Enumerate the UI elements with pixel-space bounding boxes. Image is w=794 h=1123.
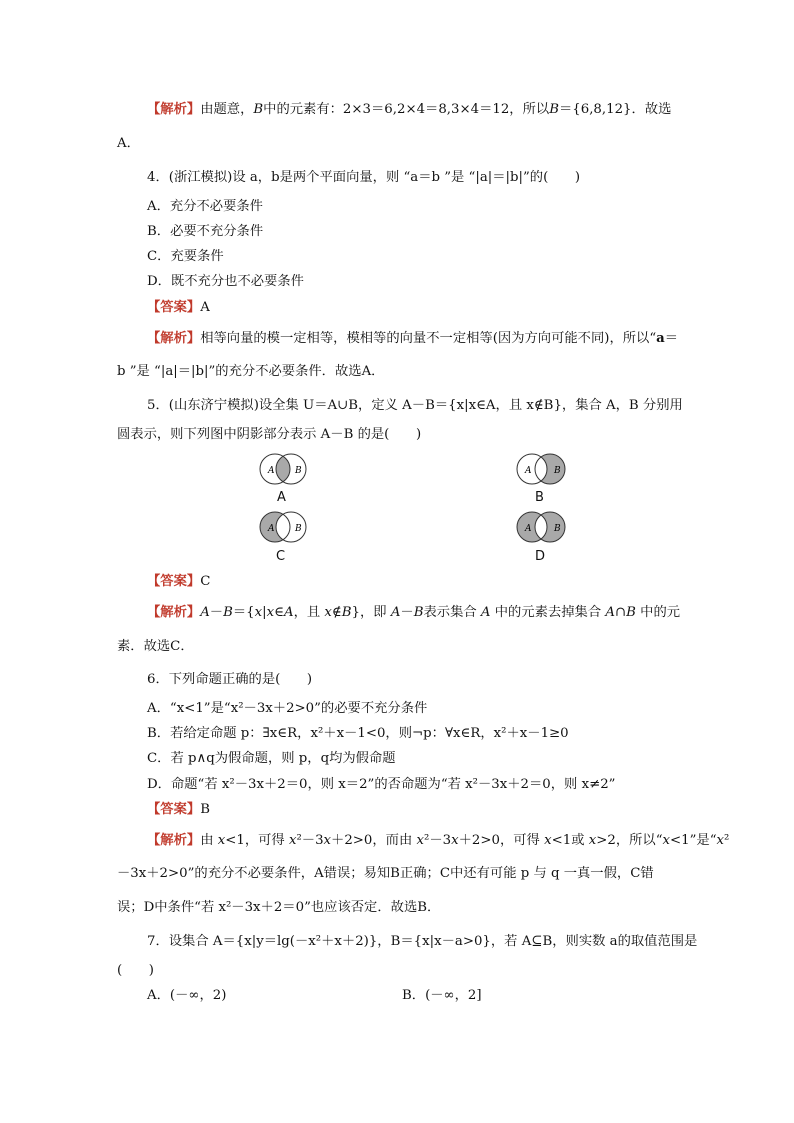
venn-diagram-d bbox=[512, 507, 572, 547]
question-5-stem-line1: 5．(山东济宁模拟)设全集 U＝A∪B，定义 A－B＝{x|x∈A，且 x∉B}，集合 A，B 分别用 bbox=[147, 398, 683, 413]
solution-q3-line2: A． bbox=[117, 136, 140, 151]
q4-answer-value: A bbox=[200, 300, 210, 315]
q7-option-b: B．(－∞，2] bbox=[402, 988, 482, 1003]
svg-text:A: A bbox=[525, 524, 532, 534]
q6-answer bbox=[147, 801, 210, 819]
venn-caption-a: A bbox=[277, 490, 286, 505]
answer-tag: 【答案】 bbox=[147, 802, 201, 817]
solution-q3-line1 bbox=[147, 101, 671, 119]
question-4-stem: 4．(浙江模拟)设 a，b是两个平面向量，则 “a＝b ”是 “|a|＝|b|”的( ) bbox=[147, 170, 581, 185]
venn-diagram-a bbox=[255, 449, 315, 489]
q6-solution-line1 bbox=[147, 832, 729, 850]
q4-option-a: A．充分不必要条件 bbox=[147, 199, 263, 214]
analysis-tag: 【解析】 bbox=[147, 331, 201, 346]
q6-solution-line2: －3x＋2>0”的充分不必要条件，A错误；易知B正确；C中还有可能 p 与 q 一真一假，C错 bbox=[117, 866, 654, 881]
answer-tag: 【答案】 bbox=[147, 574, 201, 589]
q5-solution-line1 bbox=[147, 604, 680, 622]
q4-solution-text: 相等向量的模一定相等，模相等的向量不一定相等(因为方向可能不同)，所以“a＝ bbox=[200, 331, 679, 346]
q7-option-a: A．(－∞，2) bbox=[147, 988, 227, 1003]
svg-text:B: B bbox=[295, 524, 302, 534]
answer-tag: 【答案】 bbox=[147, 300, 201, 315]
venn-caption-b: B bbox=[535, 490, 544, 505]
venn-diagram-c bbox=[255, 507, 315, 547]
venn-diagram-b bbox=[512, 449, 572, 489]
q4-option-d: D．既不充分也不必要条件 bbox=[147, 274, 304, 289]
svg-text:B: B bbox=[295, 466, 302, 476]
q6-option-a: A．“x<1”是“x²－3x＋2>0”的必要不充分条件 bbox=[147, 701, 428, 716]
analysis-tag: 【解析】 bbox=[147, 102, 201, 117]
q4-solution-line1 bbox=[147, 330, 678, 348]
solution-q3-text: 由题意，B中的元素有：2×3＝6,2×4＝8,3×4＝12，所以B＝{6,8,12}．故选 bbox=[200, 102, 672, 117]
svg-text:B: B bbox=[554, 466, 561, 476]
q5-solution-line2: 素．故选C． bbox=[117, 639, 194, 654]
question-5-stem-line2: 圆表示，则下列图中阴影部分表示 A－B 的是( ) bbox=[117, 427, 422, 442]
q6-option-c: C．若 p∧q为假命题，则 p，q均为假命题 bbox=[147, 751, 396, 766]
question-7-stem-line1: 7．设集合 A＝{x|y＝lg(－x²＋x＋2)}，B＝{x|x－a>0}，若 A⊆B，则实数 a的取值范围是 bbox=[147, 934, 698, 949]
q4-solution-line2: b ”是 “|a|＝|b|”的充分不必要条件．故选A． bbox=[117, 364, 385, 379]
q5-answer bbox=[147, 573, 210, 591]
svg-text:B: B bbox=[554, 524, 561, 534]
svg-text:A: A bbox=[268, 524, 275, 534]
q6-solution-text: 由 x<1，可得 x²－3x＋2>0，而由 x²－3x＋2>0，可得 x<1或 x>2，所以“x<1”是“x² bbox=[200, 833, 730, 848]
q6-option-d: D．命题“若 x²－3x＋2＝0，则 x＝2”的否命题为“若 x²－3x＋2＝0，则 x≠2” bbox=[147, 777, 616, 792]
q4-answer bbox=[147, 299, 210, 317]
question-7-stem-line2: ( ) bbox=[117, 963, 154, 978]
q4-option-c: C．充要条件 bbox=[147, 249, 224, 264]
analysis-tag: 【解析】 bbox=[147, 833, 201, 848]
analysis-tag: 【解析】 bbox=[147, 605, 201, 620]
q4-option-b: B．必要不充分条件 bbox=[147, 224, 264, 239]
q6-solution-line3: 误；D中条件“若 x²－3x＋2＝0”也应该否定．故选B． bbox=[117, 900, 441, 915]
q6-answer-value: B bbox=[200, 802, 210, 817]
svg-text:A: A bbox=[525, 466, 532, 476]
question-6-stem: 6．下列命题正确的是( ) bbox=[147, 672, 313, 687]
venn-caption-d: D bbox=[535, 549, 546, 564]
q6-option-b: B．若给定命题 p：∃x∈R，x²＋x－1<0，则¬p：∀x∈R，x²＋x－1≥0 bbox=[147, 726, 569, 741]
q5-answer-value: C bbox=[200, 574, 211, 589]
venn-caption-c: C bbox=[276, 549, 286, 564]
svg-text:A: A bbox=[268, 466, 275, 476]
q5-solution-text: A－B＝{x|x∈A，且 x∉B}，即 A－B表示集合 A 中的元素去掉集合 A∩B 中的元 bbox=[200, 605, 681, 620]
